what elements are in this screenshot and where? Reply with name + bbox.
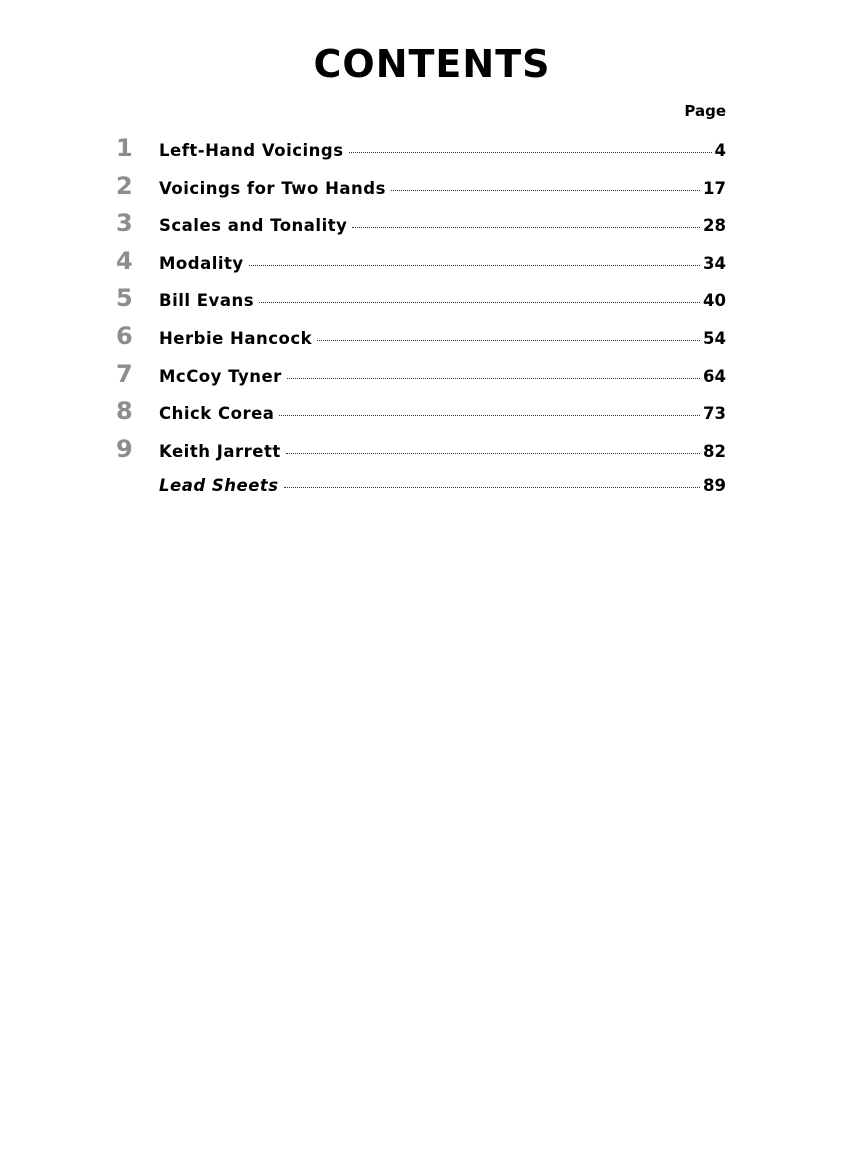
page-number: 89 <box>703 476 726 496</box>
chapter-number: 2 <box>116 171 133 200</box>
page-number: 4 <box>714 141 726 160</box>
toc-entry[interactable] <box>112 281 726 319</box>
chapter-number: 1 <box>116 134 133 162</box>
toc-entry[interactable] <box>112 319 726 357</box>
dot-leader <box>391 190 700 191</box>
dot-leader <box>284 487 700 488</box>
dot-leader <box>287 378 700 379</box>
chapter-number: 4 <box>116 246 133 275</box>
toc-entry[interactable] <box>112 131 726 169</box>
page-number: 34 <box>703 253 726 273</box>
toc-entry[interactable] <box>112 206 726 244</box>
chapter-number: 9 <box>116 434 133 463</box>
chapter-title: Lead Sheets <box>159 476 279 496</box>
page-number: 64 <box>703 366 726 386</box>
chapter-number: 8 <box>116 397 133 426</box>
chapter-number: 7 <box>116 359 133 388</box>
page-number: 82 <box>703 441 726 461</box>
chapter-title: Chick Corea <box>159 404 275 424</box>
chapter-number: 6 <box>116 321 133 350</box>
table-of-contents <box>112 131 726 507</box>
dot-leader <box>249 265 700 266</box>
dot-leader <box>352 227 700 228</box>
chapter-title: Left-Hand Voicings <box>159 141 344 160</box>
dot-leader <box>349 152 712 153</box>
page-column-label: Page <box>684 102 726 120</box>
page-title: CONTENTS <box>313 42 551 86</box>
toc-entry[interactable] <box>112 244 726 282</box>
page-number: 40 <box>703 291 726 311</box>
page-number: 54 <box>703 328 726 348</box>
toc-entry[interactable] <box>112 394 726 432</box>
chapter-number: 3 <box>116 209 133 238</box>
chapter-title: Herbie Hancock <box>159 328 313 348</box>
toc-entry[interactable] <box>112 169 726 207</box>
chapter-title: McCoy Tyner <box>159 366 282 386</box>
chapter-title: Modality <box>159 253 244 273</box>
dot-leader <box>259 302 700 303</box>
toc-entry[interactable] <box>112 357 726 395</box>
dot-leader <box>286 453 700 454</box>
dot-leader <box>279 415 700 416</box>
page-number: 73 <box>703 404 726 424</box>
toc-entry[interactable] <box>112 469 726 507</box>
toc-entry[interactable] <box>112 432 726 470</box>
dot-leader <box>317 340 700 341</box>
chapter-title: Voicings for Two Hands <box>159 178 386 198</box>
chapter-title: Keith Jarrett <box>159 441 281 461</box>
chapter-number: 5 <box>116 284 133 313</box>
chapter-title: Bill Evans <box>159 291 255 311</box>
chapter-title: Scales and Tonality <box>159 216 348 236</box>
page-number: 28 <box>703 216 726 236</box>
page-number: 17 <box>703 178 726 198</box>
